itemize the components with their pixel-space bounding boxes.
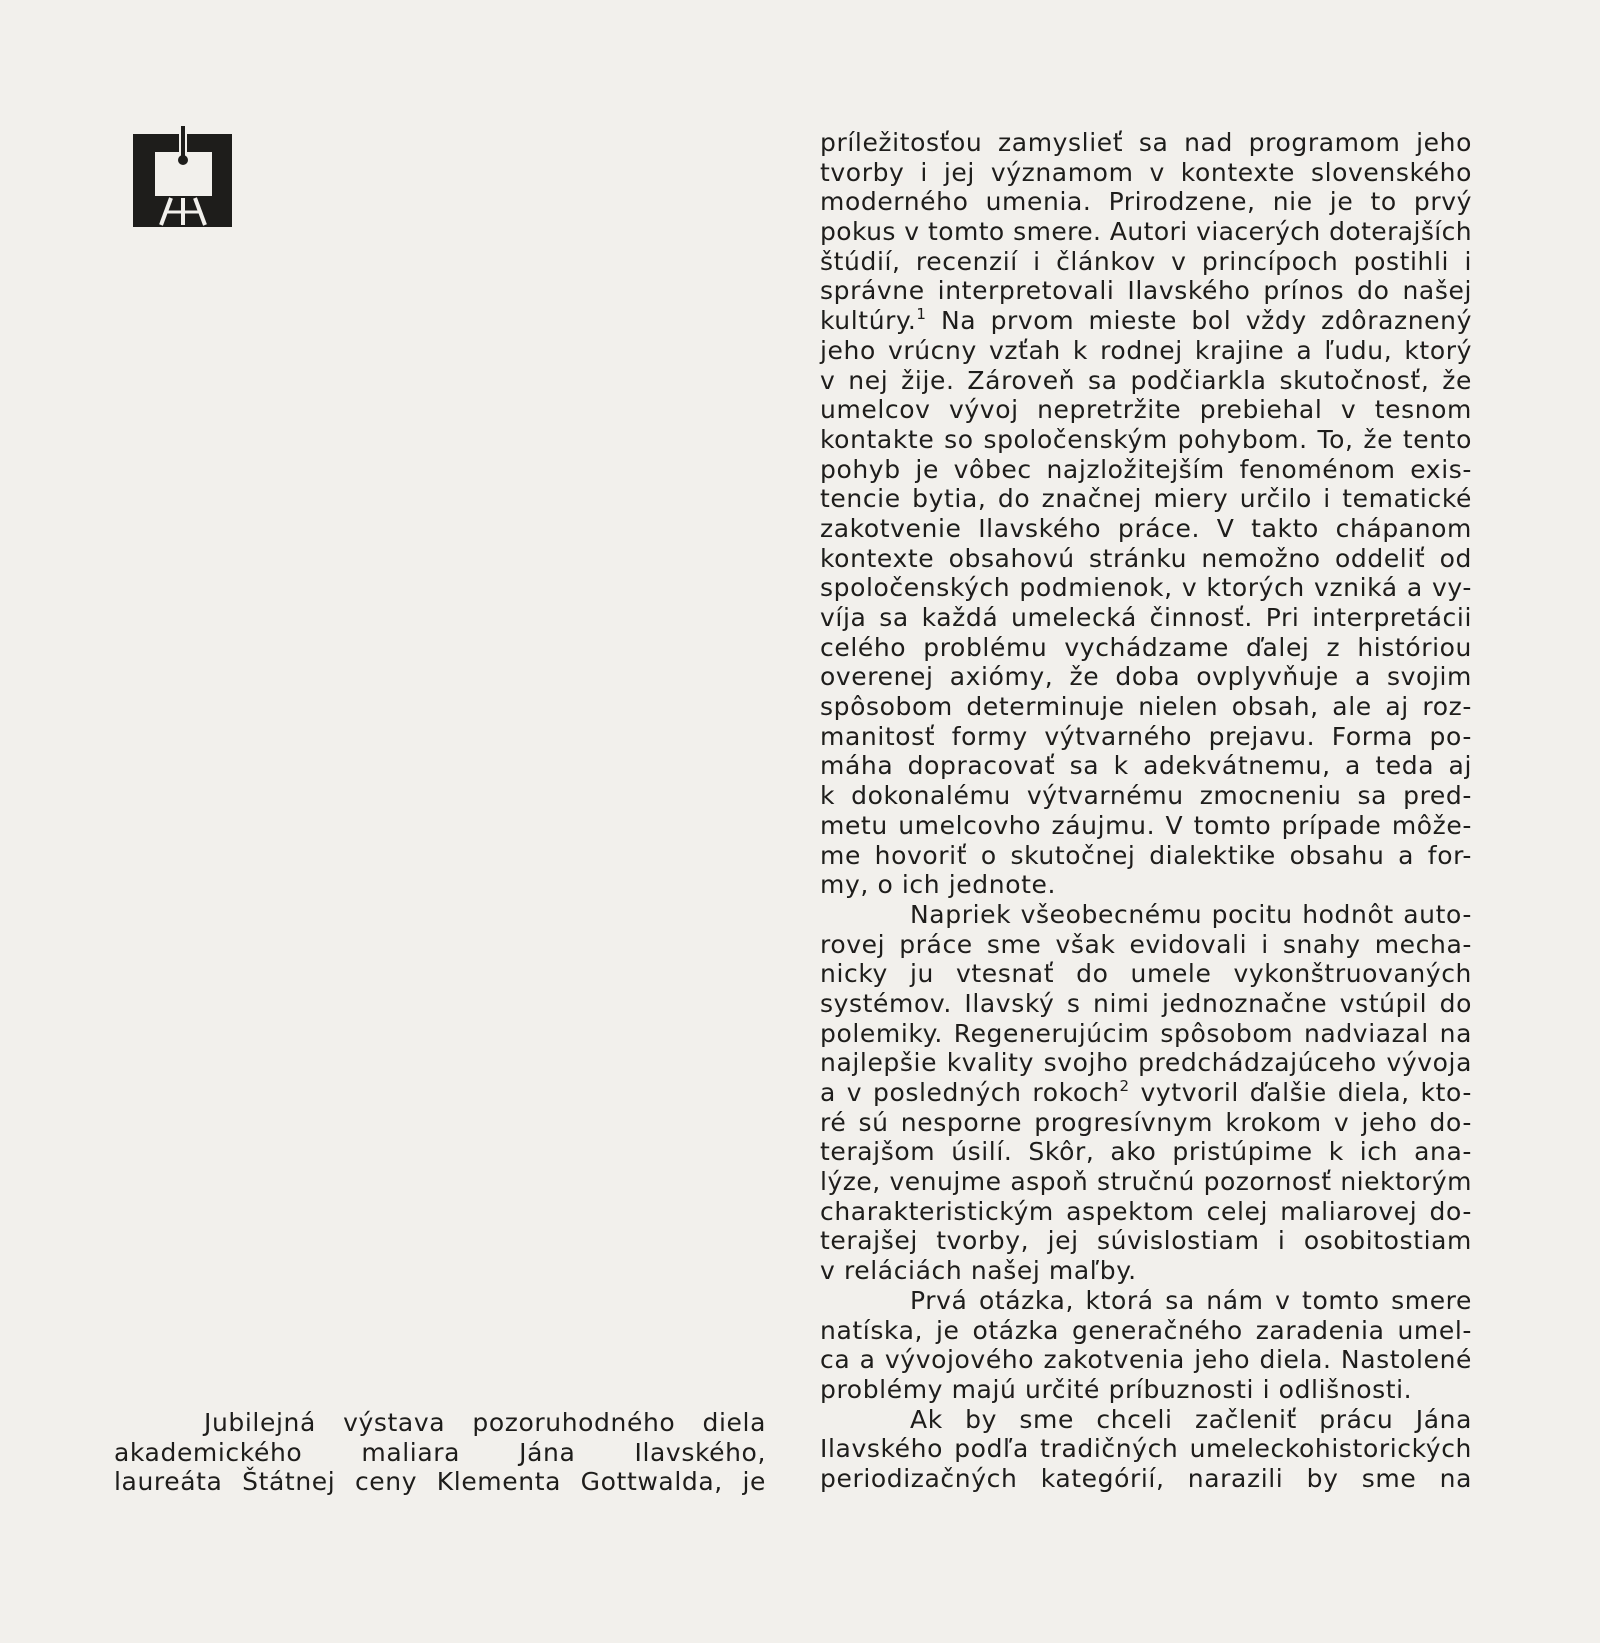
text-line: tvorby i jej významom v kontexte slovenského (820, 157, 1472, 187)
text-line: spoločenských podmienok, v ktorých vzniká a vy- (820, 573, 1472, 603)
text-line: natíska, je otázka generačného zaradenia umel- (820, 1315, 1472, 1345)
text-line: celého problému vychádzame ďalej z históriou (820, 632, 1472, 662)
text-line: správne interpretovali Ilavského prínos do našej (820, 276, 1472, 306)
text-line: periodizačných kategórií, narazili by sme na (820, 1463, 1472, 1493)
text-line: moderného umenia. Prirodzene, nie je to prvý (820, 187, 1472, 217)
text-line: nicky ju vtesnať do umele vykonštruovaných (820, 959, 1472, 989)
text-line: ca a vývojového zakotvenia jeho diela. Nastolené (820, 1345, 1472, 1375)
text-line: laureáta Štátnej ceny Klementa Gottwalda, je (114, 1467, 766, 1497)
text-line: manitosť formy výtvarného prejavu. Forma po- (820, 721, 1472, 751)
text-line: jeho vrúcny vzťah k rodnej krajine a ľudu, ktorý (820, 335, 1472, 365)
text-line: kontexte obsahovú stránku nemožno oddeliť od (820, 543, 1472, 573)
text-line: zakotvenie Ilavského práce. V takto chápanom (820, 513, 1472, 543)
text-line: najlepšie kvality svojho predchádzajúceho vývoja (820, 1048, 1472, 1078)
text-line: Jubilejná výstava pozoruhodného diela (204, 1408, 766, 1437)
text-line: Ilavského podľa tradičných umeleckohistorických (820, 1434, 1472, 1464)
footnote-marker: 1 (916, 305, 927, 324)
text-line: lýze, venujme aspoň stručnú pozornosť niektorým (820, 1167, 1472, 1197)
text-line-with-footnote (820, 1078, 1472, 1108)
text-line: kontakte so spoločenským pohybom. To, že tento (820, 424, 1472, 454)
text-line: terajšej tvorby, jej súvislostiam i osobitostiam (820, 1226, 1472, 1256)
text-line: terajšom úsilí. Skôr, ako pristúpime k ich ana- (820, 1137, 1472, 1167)
text-line: máha dopracovať sa k adekvátnemu, a teda aj (820, 751, 1472, 781)
text-line: metu umelcovho záujmu. V tomto prípade môže- (820, 810, 1472, 840)
text-line: v reláciách našej maľby. (820, 1256, 1137, 1286)
text-line: tencie bytia, do značnej miery určilo i tematické (820, 484, 1472, 514)
easel-icon (133, 124, 232, 227)
right-column-text (820, 128, 1472, 1494)
text-fragment: a v posledných rokoch (820, 1078, 1120, 1107)
text-line: me hovoriť o skutočnej dialektike obsahu a for- (820, 840, 1472, 870)
text-line: pohyb je vôbec najzložitejším fenoménom exis- (820, 454, 1472, 484)
text-line: charakteristickým aspektom celej maliarovej do- (820, 1196, 1472, 1226)
text-fragment: Na prvom mieste bol vždy zdôraznený (926, 306, 1472, 336)
text-line: akademického maliara Jána Ilavského, (114, 1437, 766, 1467)
text-line: štúdií, recenzií i článkov v princípoch postihli i (820, 246, 1472, 276)
text-line: víja sa každá umelecká činnosť. Pri interpretácii (820, 603, 1472, 632)
left-column-text (114, 1408, 766, 1497)
text-line: Napriek všeobecnému pocitu hodnôt auto- (910, 899, 1472, 929)
text-line: umelcov vývoj nepretržite prebiehal v tesnom (820, 395, 1472, 425)
text-line: overenej axiómy, že doba ovplyvňuje a svojim (820, 662, 1472, 692)
text-line: v nej žije. Zároveň sa podčiarkla skutočnosť, že (820, 365, 1472, 395)
text-line: systémov. Ilavský s nimi jednoznačne vstúpil do (820, 988, 1472, 1018)
text-line: ré sú nesporne progresívnym krokom v jeho do- (820, 1107, 1472, 1137)
text-fragment: kultúry. (820, 306, 917, 336)
text-line: my, o ich jednote. (820, 870, 1057, 900)
text-line: príležitosťou zamyslieť sa nad programom jeho (820, 128, 1472, 157)
text-line: k dokonalému výtvarnému zmocneniu sa pred- (820, 781, 1472, 811)
text-line: polemiky. Regenerujúcim spôsobom nadviazal na (820, 1018, 1472, 1048)
text-line: pokus v tomto smere. Autori viacerých doterajších (820, 217, 1472, 247)
text-line: Ak by sme chceli začleniť prácu Jána (910, 1404, 1472, 1434)
text-line: Prvá otázka, ktorá sa nám v tomto smere (910, 1285, 1472, 1315)
text-line-with-footnote (820, 306, 1472, 336)
text-line: problémy majú určité príbuznosti i odlišnosti. (820, 1374, 1413, 1404)
text-line: rovej práce sme však evidovali i snahy mecha- (820, 929, 1472, 959)
footnote-marker: 2 (1119, 1077, 1130, 1095)
logo-knob (178, 155, 188, 165)
text-line: spôsobom determinuje nielen obsah, ale aj roz- (820, 692, 1472, 722)
text-fragment: vytvoril ďalšie diela, kto- (1129, 1078, 1472, 1107)
